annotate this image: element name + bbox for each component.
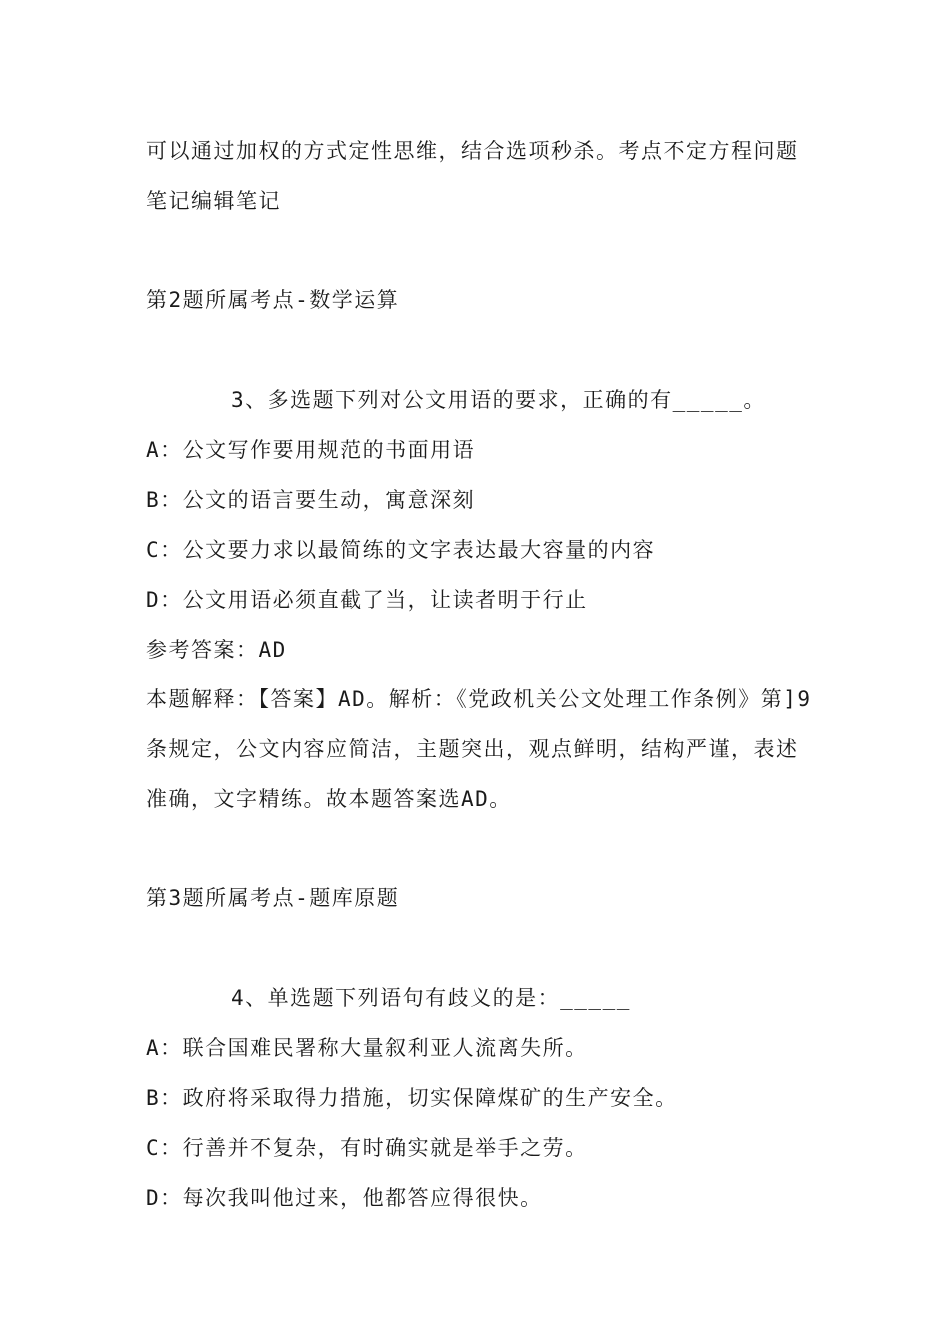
question-4-option-d: D：每次我叫他过来，他都答应得很快。 — [146, 1186, 543, 1210]
section-3-knowledge-point: 第3题所属考点-题库原题 — [146, 886, 400, 910]
explanation-continued-line-1: 可以通过加权的方式定性思维，结合选项秒杀。考点不定方程问题 — [146, 139, 799, 163]
question-4-stem: 4、单选题下列语句有歧义的是：_____ — [231, 986, 631, 1010]
question-3-answer: 参考答案：AD — [146, 638, 287, 662]
question-4-option-a: A：联合国难民署称大量叙利亚人流离失所。 — [146, 1036, 588, 1060]
question-3-option-c: C：公文要力求以最简练的文字表达最大容量的内容 — [146, 538, 656, 562]
question-3-option-a: A：公文写作要用规范的书面用语 — [146, 438, 476, 462]
question-3-option-d: D：公文用语必须直截了当，让读者明于行止 — [146, 588, 588, 612]
section-2-knowledge-point: 第2题所属考点-数学运算 — [146, 288, 400, 312]
question-4-option-c: C：行善并不复杂，有时确实就是举手之劳。 — [146, 1136, 588, 1160]
note-edit-line: 笔记编辑笔记 — [146, 189, 281, 213]
question-4-option-b: B：政府将采取得力措施，切实保障煤矿的生产安全。 — [146, 1086, 678, 1110]
question-3-explanation-line-2: 条规定，公文内容应简洁，主题突出，观点鲜明，结构严谨，表述 — [146, 737, 799, 761]
question-3-explanation-line-1: 本题解释：【答案】AD。解析：《党政机关公文处理工作条例》第]9 — [146, 687, 812, 711]
question-3-explanation-line-3: 准确，文字精练。故本题答案选AD。 — [146, 787, 512, 811]
question-3-option-b: B：公文的语言要生动，寓意深刻 — [146, 488, 476, 512]
question-3-stem: 3、多选题下列对公文用语的要求，正确的有_____。 — [231, 388, 766, 412]
